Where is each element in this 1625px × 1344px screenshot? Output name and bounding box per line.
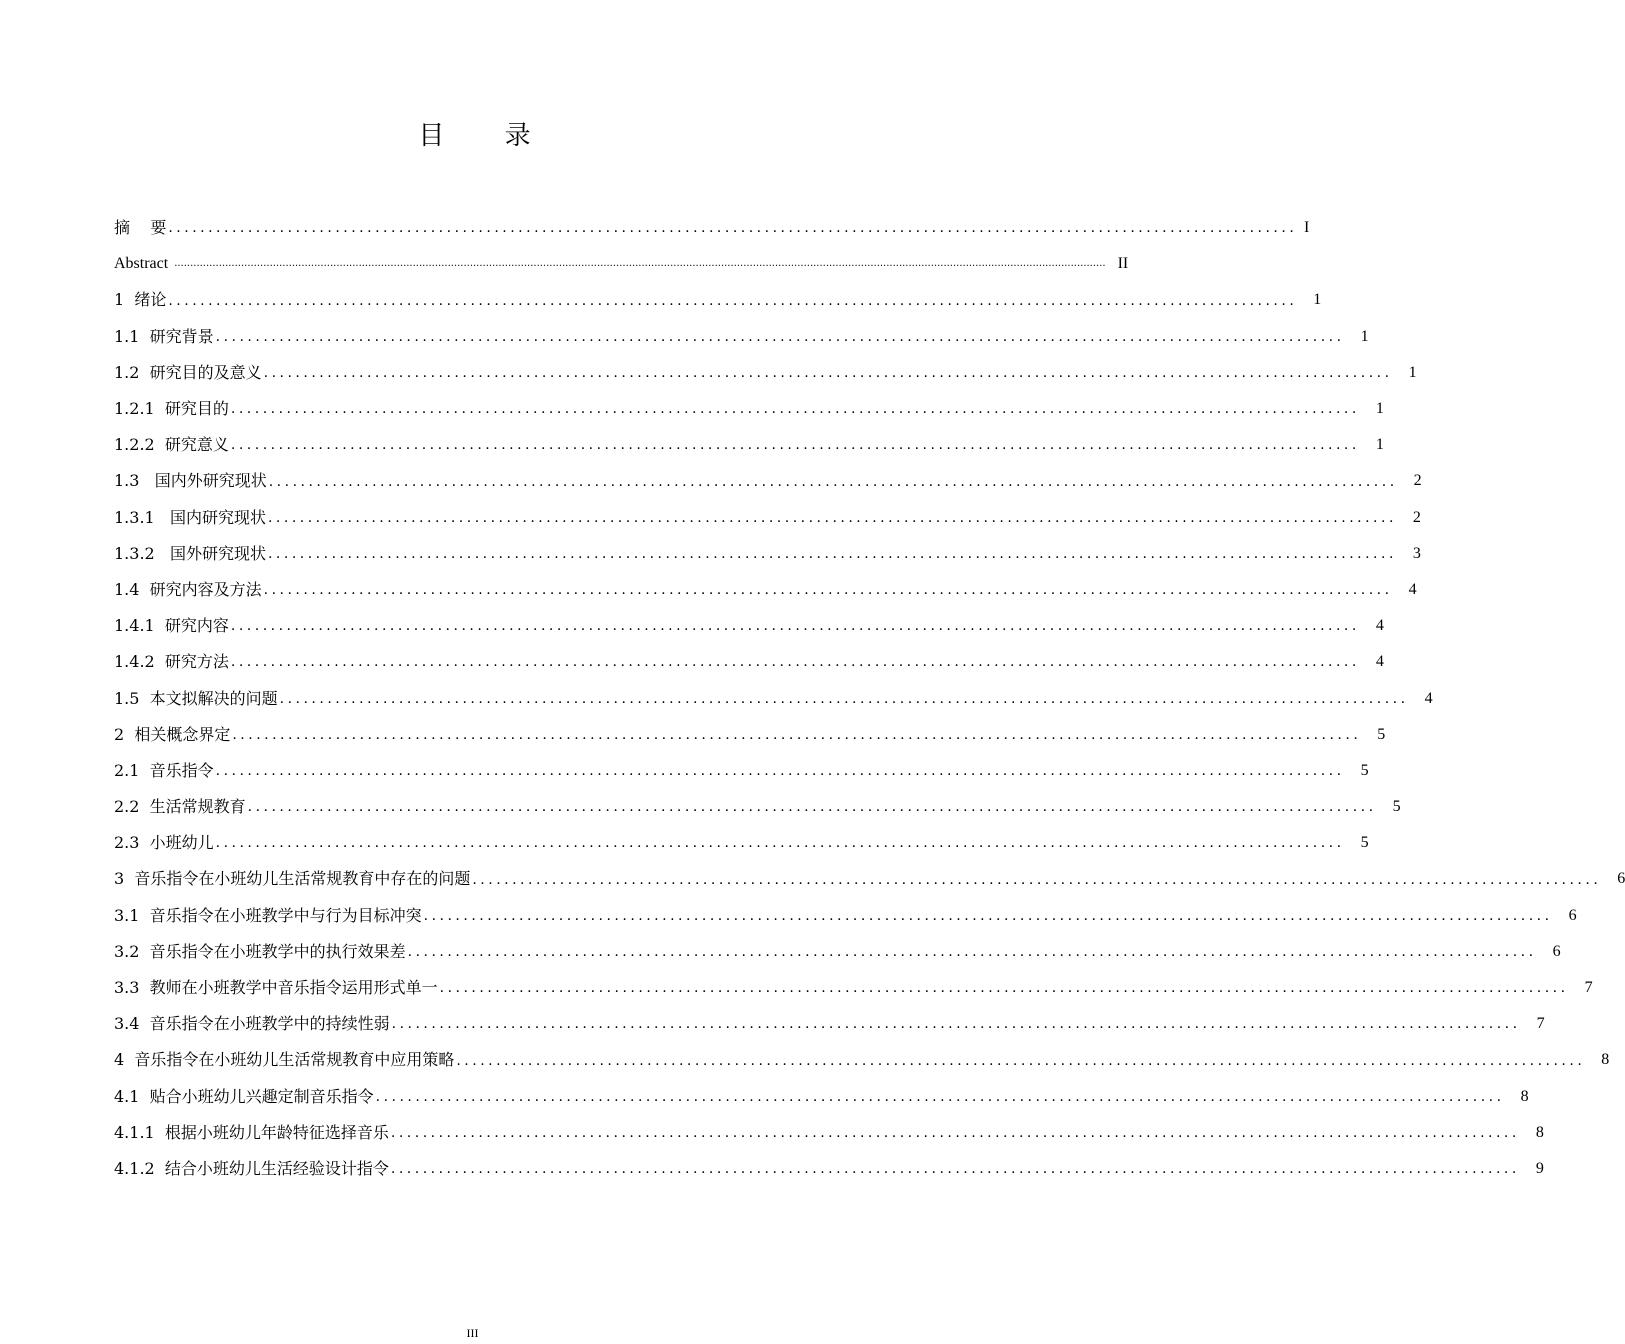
toc-entry-label: 2 相关概念界定 (114, 724, 231, 744)
toc-entry[interactable] (114, 934, 1561, 970)
toc-entry[interactable] (114, 427, 1384, 463)
toc-entry-label: 2.1 音乐指令 (114, 760, 214, 780)
toc-entry-label: 3.3 教师在小班教学中音乐指令运用形式单一 (114, 978, 438, 998)
toc-leader-dots: .............................................................................................................................................. (267, 509, 1397, 526)
toc-entry[interactable] (114, 355, 1417, 391)
toc-entry[interactable] (114, 1115, 1544, 1151)
page-title: 目 录 (418, 121, 557, 151)
toc-leader-dots: .............................................................................................................................................. (263, 582, 1393, 599)
toc-entry[interactable] (114, 608, 1384, 644)
toc-entry-label: 1.2.2 研究意义 (114, 435, 229, 455)
toc-entry-page: 4 (1375, 653, 1384, 671)
toc-entry-page: 5 (1377, 725, 1386, 743)
toc-entry-label: Abstract (114, 255, 169, 273)
toc-entry[interactable] (114, 572, 1417, 608)
toc-entry-page: I (1303, 219, 1310, 237)
toc-entry-page: 4 (1424, 689, 1433, 707)
toc-entry-page: 8 (1520, 1087, 1529, 1105)
toc-entry-label: 1.4.2 研究方法 (114, 652, 229, 672)
toc-entry[interactable] (114, 1042, 1610, 1078)
toc-leader-dots: .............................................................................................................................................. (423, 907, 1553, 924)
toc-entry[interactable] (114, 861, 1625, 897)
toc-entry-page: 3 (1412, 544, 1421, 562)
toc-entry[interactable] (114, 717, 1386, 753)
toc-entry-label: 1 绪论 (114, 290, 167, 310)
toc-leader-dots: .............................................................................................................................................. (230, 437, 1360, 454)
toc-entry[interactable] (114, 536, 1421, 572)
toc-entry-page: 5 (1360, 834, 1369, 852)
toc-leader-dots: .............................................................................................................................................. (168, 220, 1298, 237)
toc-entry[interactable] (114, 753, 1369, 789)
toc-leader-dots: .............................................................................................................................................. (232, 726, 1362, 743)
toc-entry[interactable] (114, 825, 1369, 861)
toc-entry-page: 9 (1535, 1159, 1544, 1177)
toc-leader-dots: .............................................................................................................................................. (230, 654, 1360, 671)
toc-entry[interactable] (114, 391, 1384, 427)
toc-entry[interactable] (114, 1006, 1545, 1042)
toc-entry[interactable] (114, 1151, 1544, 1187)
toc-entry-label: 3.4 音乐指令在小班教学中的持续性弱 (114, 1014, 390, 1034)
footer-page-number: III (466, 1326, 479, 1340)
toc-entry[interactable] (114, 319, 1369, 355)
toc-leader-dots: .............................................................................................................................................. (247, 799, 1377, 816)
toc-entry-label: 2.3 小班幼儿 (114, 833, 214, 853)
toc-leader-dots: .............................................................................................................................................. (263, 364, 1393, 381)
toc-entry-label: 1.4 研究内容及方法 (114, 579, 262, 599)
toc-entry-abstract-en[interactable] (114, 246, 1129, 282)
toc-entry-label: 4.1 贴合小班幼儿兴趣定制音乐指令 (114, 1086, 374, 1106)
toc-leader-dots: .............................................................................................................................................. (391, 1016, 1521, 1033)
toc-leader-dots: .............................................................................................................................................. (407, 943, 1537, 960)
toc-entry[interactable] (114, 644, 1384, 680)
toc-entry-label: 1.5 本文拟解决的问题 (114, 688, 278, 708)
toc-entry-label: 1.1 研究背景 (114, 326, 214, 346)
toc-entry-page: 6 (1552, 942, 1561, 960)
toc-entry-page: 1 (1360, 327, 1369, 345)
toc-entry-page: 1 (1375, 400, 1384, 418)
toc-entry-page: 8 (1601, 1051, 1610, 1069)
toc-entry-label: 1.4.1 研究内容 (114, 616, 229, 636)
table-of-contents (114, 210, 1625, 1187)
toc-leader-dots: .............................................................................................................................................. (456, 1052, 1586, 1069)
toc-entry-page: 7 (1536, 1015, 1545, 1033)
toc-entry-page: 6 (1617, 870, 1625, 888)
toc-entry-page: 1 (1408, 363, 1417, 381)
toc-leader-dots: .............................................................................................................................................. (268, 473, 1398, 490)
toc-entry[interactable] (114, 463, 1422, 499)
toc-entry-label: 4.1.1 根据小班幼儿年龄特征选择音乐 (114, 1122, 389, 1142)
toc-entry-page: 7 (1584, 979, 1593, 997)
toc-leader-dots: .............................................................................................................................................. (215, 328, 1345, 345)
toc-entry[interactable] (114, 500, 1421, 536)
toc-entry[interactable] (114, 1079, 1529, 1115)
toc-leader-dots: .............................................................................................................................................. (230, 401, 1360, 418)
toc-entry[interactable] (114, 282, 1322, 318)
toc-leader-dots: .............................................................................................................................................. (168, 292, 1298, 309)
toc-entry[interactable] (114, 970, 1593, 1006)
toc-leader-dots: .............................................................................................................................................. (215, 763, 1345, 779)
toc-leader-dots: .............................................................................................................................................. (390, 1124, 1520, 1141)
toc-entry-label: 3.2 音乐指令在小班教学中的执行效果差 (114, 941, 406, 961)
toc-entry-label: 1.3.1 国内研究现状 (114, 507, 266, 527)
toc-entry[interactable] (114, 898, 1577, 934)
toc-leader-dots: .............................................................................................................................................. (439, 980, 1569, 997)
toc-entry-page: 4 (1408, 580, 1417, 598)
toc-entry-label: 1.3 国内外研究现状 (114, 471, 267, 491)
toc-entry-label: 4 音乐指令在小班幼儿生活常规教育中应用策略 (114, 1050, 455, 1070)
toc-entry[interactable] (114, 789, 1401, 825)
toc-entry-label: 3.1 音乐指令在小班教学中与行为目标冲突 (114, 905, 422, 925)
toc-entry-label: 摘 要 (114, 218, 167, 238)
toc-leader-dots: .............................................................................................................................................. (390, 1161, 1520, 1178)
toc-entry-page: 6 (1568, 906, 1577, 924)
toc-leader-dots: .............................................................................................................................................. (472, 871, 1602, 888)
toc-entry-page: 5 (1360, 761, 1369, 779)
toc-entry-page: 1 (1313, 291, 1322, 309)
toc-entry-page: II (1117, 255, 1129, 273)
toc-entry-page: 5 (1392, 798, 1401, 816)
toc-entry[interactable] (114, 680, 1433, 716)
toc-leader-dots: ..................................................................................................................................................................................................................................................................................................... (174, 258, 1106, 270)
toc-entry-page: 1 (1375, 436, 1384, 454)
toc-entry-label: 3 音乐指令在小班幼儿生活常规教育中存在的问题 (114, 869, 471, 889)
toc-entry-label: 2.2 生活常规教育 (114, 797, 246, 817)
toc-entry-label: 1.3.2 国外研究现状 (114, 543, 266, 563)
toc-leader-dots: .............................................................................................................................................. (375, 1088, 1505, 1105)
toc-entry-label: 1.2.1 研究目的 (114, 399, 229, 419)
toc-entry-label: 4.1.2 结合小班幼儿生活经验设计指令 (114, 1158, 389, 1178)
toc-leader-dots: .............................................................................................................................................. (230, 618, 1360, 635)
toc-entry-abstract-cn[interactable] (114, 210, 1310, 246)
toc-entry-page: 2 (1413, 472, 1422, 490)
toc-leader-dots: .............................................................................................................................................. (215, 835, 1345, 852)
toc-entry-page: 8 (1535, 1123, 1544, 1141)
toc-leader-dots: .............................................................................................................................................. (267, 545, 1397, 562)
toc-leader-dots: .............................................................................................................................................. (279, 690, 1409, 707)
toc-entry-label: 1.2 研究目的及意义 (114, 362, 262, 382)
toc-entry-page: 4 (1375, 617, 1384, 635)
toc-entry-page: 2 (1412, 508, 1421, 526)
